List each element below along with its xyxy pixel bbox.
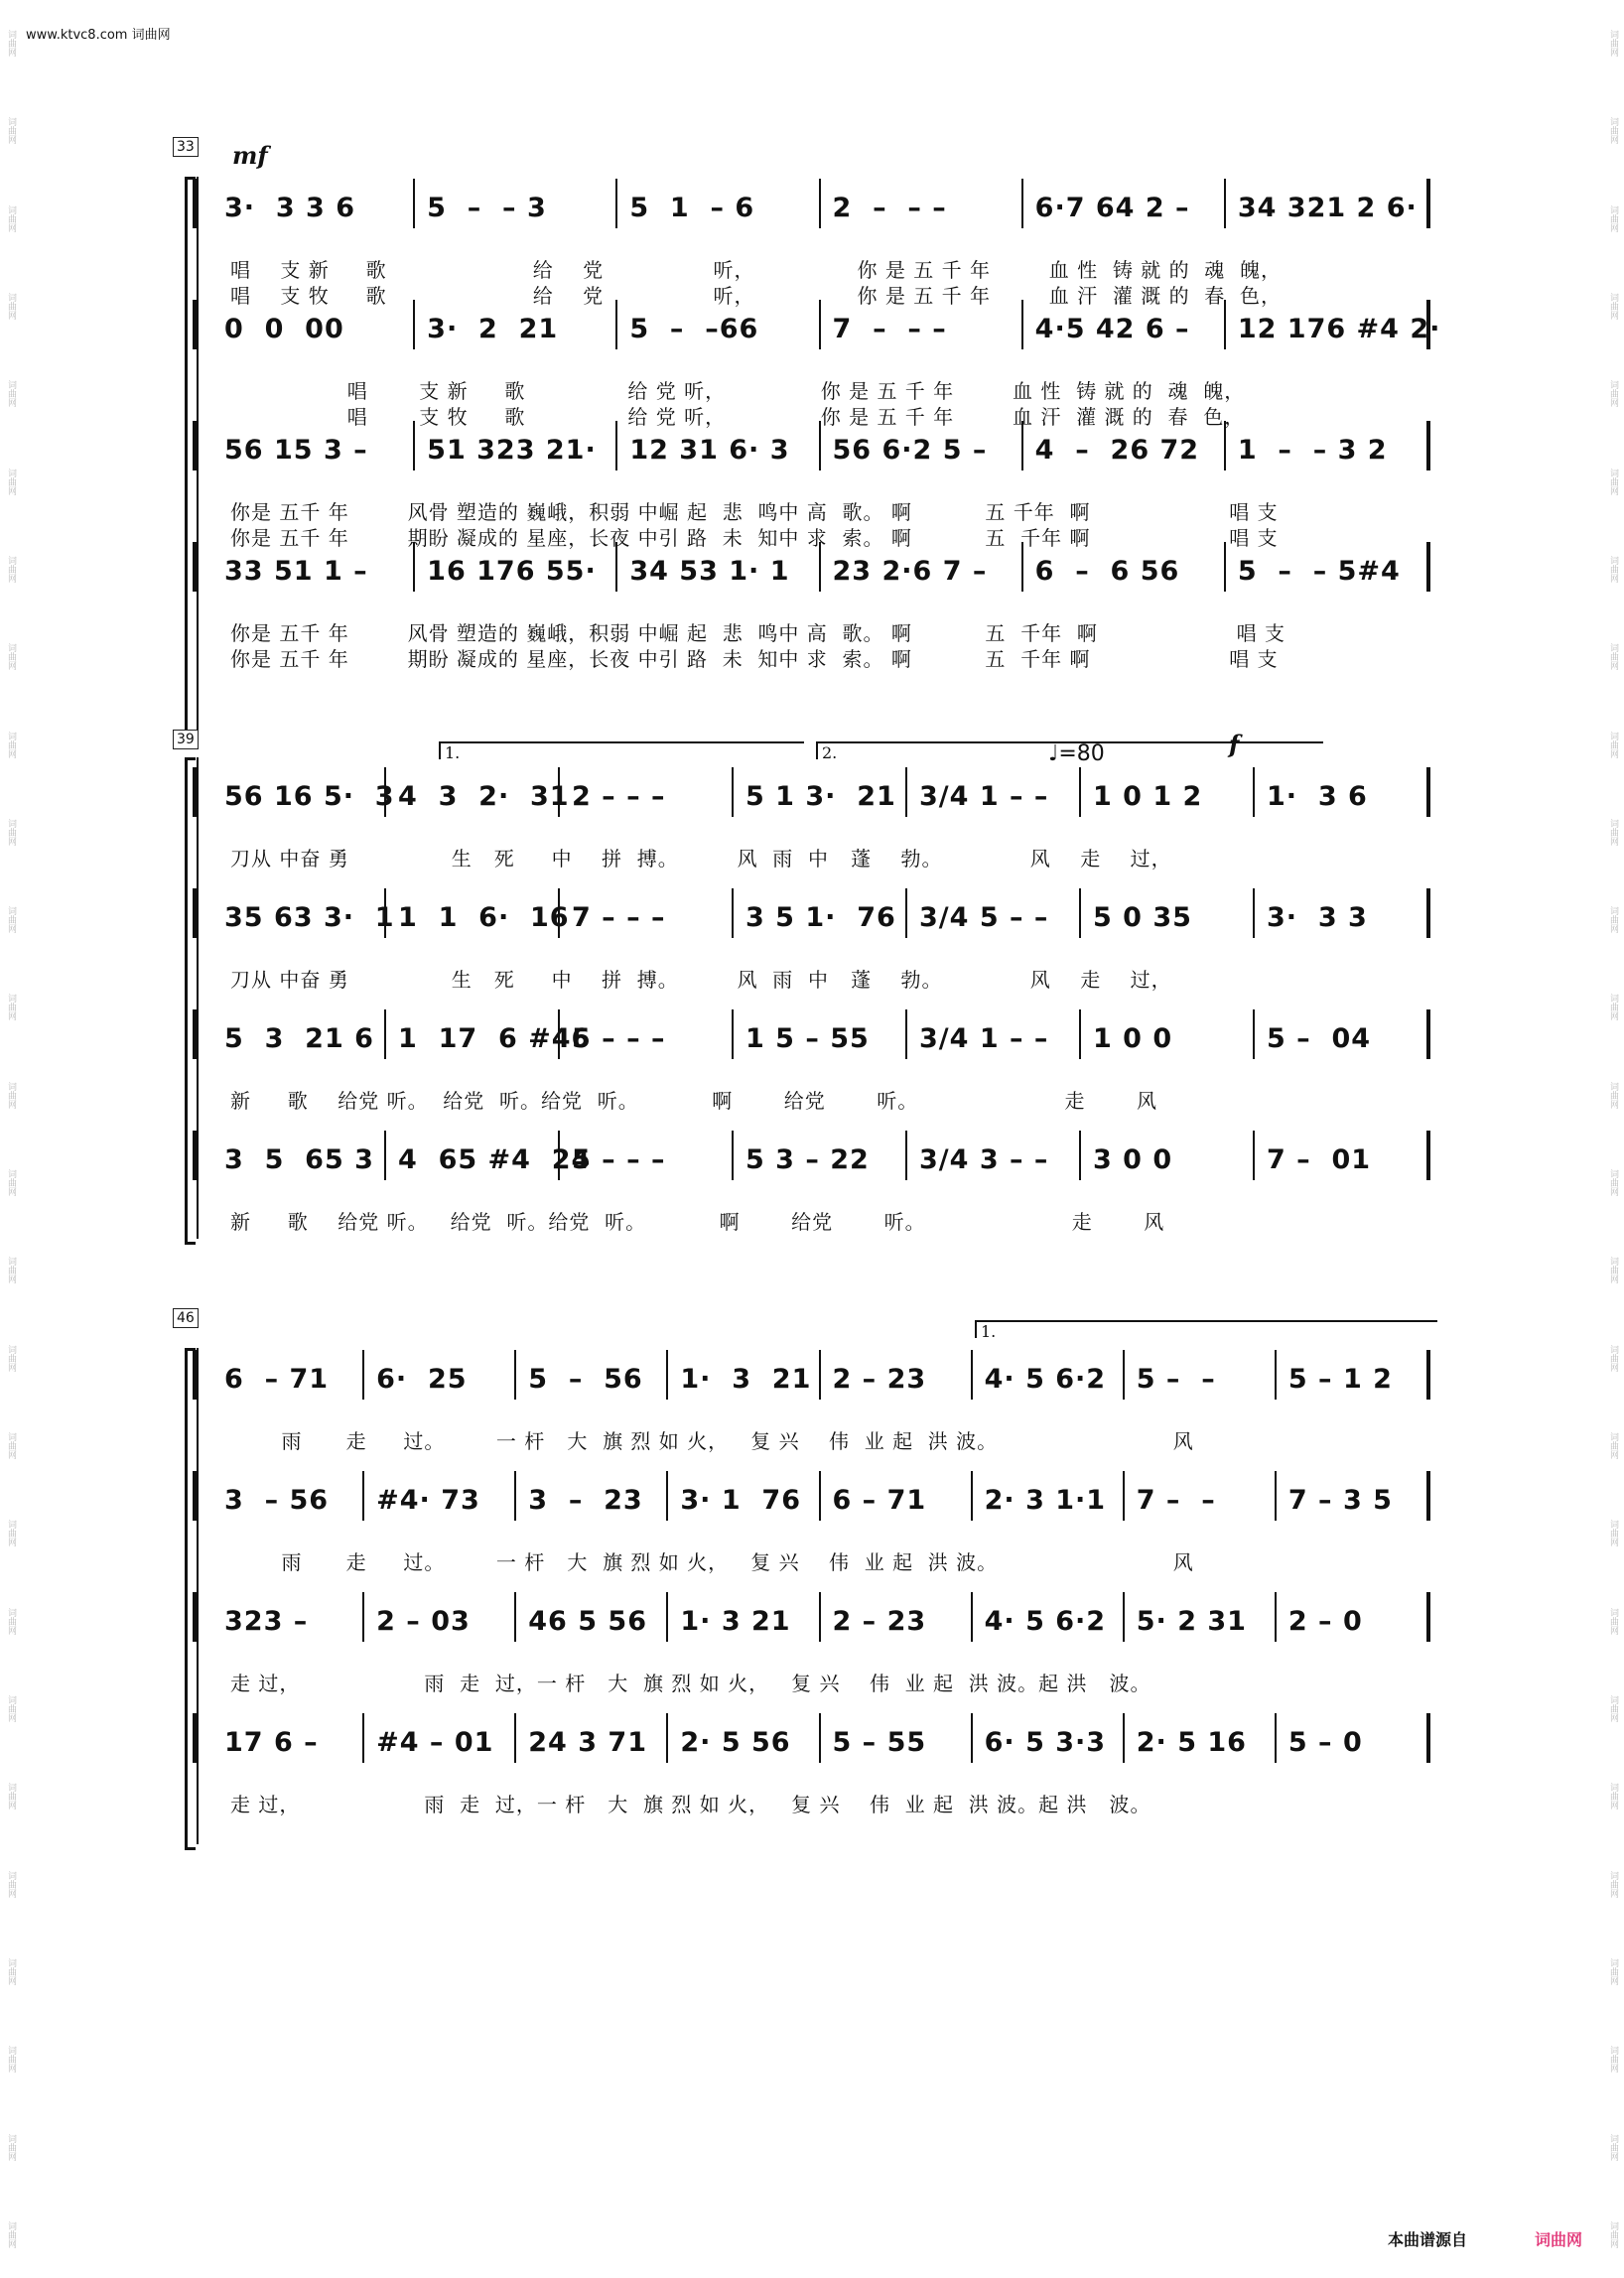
watermark-text: 词曲网: [1608, 1957, 1618, 1985]
barline: [819, 542, 821, 592]
watermark-text: 词曲网: [1608, 1081, 1618, 1109]
measure-notes: 4· 5 6·2: [984, 1364, 1107, 1395]
measure-notes: 1 5 – 55: [745, 1023, 870, 1054]
watermark-text: 词曲网: [1608, 1783, 1618, 1810]
barline-start: [193, 1350, 197, 1400]
measure-notes: 3· 1 76: [680, 1485, 801, 1516]
measure-notes: 5 – –: [1136, 1364, 1216, 1395]
barline: [1021, 421, 1023, 470]
watermark-text: 词曲网: [6, 994, 16, 1021]
staff-notes: [218, 1727, 1444, 1767]
barline: [732, 1009, 734, 1059]
lyric-line: 新 歌 给党 听。 给党 听。给党 听。 啊 给党 听。 走 风: [230, 1089, 1157, 1113]
barline: [666, 1471, 668, 1521]
barline: [558, 1131, 560, 1180]
measure-notes: 56 15 3 –: [224, 435, 368, 466]
barline: [1079, 767, 1081, 817]
measure-notes: 0 0 00: [224, 314, 344, 344]
watermark-left: [4, 30, 18, 2248]
barline: [1426, 888, 1430, 938]
barline: [1079, 1009, 1081, 1059]
watermark-text: 词曲网: [1608, 906, 1618, 934]
watermark-text: 词曲网: [6, 1081, 16, 1109]
lyric-line: 唱 支 牧 歌 给 党 听， 你 是 五 千 年 血 汗 灌 溉 的 春 色，: [230, 284, 1283, 308]
barline: [384, 888, 386, 938]
volta-first: 1.: [439, 741, 804, 759]
measure-notes: 5 0 35: [1093, 902, 1192, 933]
measure-notes: 5 – – –: [572, 1144, 666, 1175]
lyric-line: 唱 支 新 歌 给 党 听， 你 是 五 千 年 血 性 铸 就 的 魂 魄，: [230, 258, 1283, 282]
lyric-line: 刀从 中奋 勇 生 死 中 拼 搏。 风 雨 中 蓬 勃。 风 走 过，: [230, 847, 1172, 871]
watermark-text: 词曲网: [6, 1432, 16, 1459]
measure-notes: 35 63 3· 1: [224, 902, 395, 933]
measure-notes: 7 – 3 5: [1287, 1485, 1393, 1516]
measure-notes: 3· 2 21: [427, 314, 559, 344]
measure-notes: 23 2·6 7 –: [832, 556, 988, 587]
barline: [1224, 300, 1226, 349]
watermark-right: [1606, 30, 1620, 2248]
barline: [1123, 1471, 1125, 1521]
barline: [1426, 1009, 1430, 1059]
barline: [1253, 1009, 1255, 1059]
measure-notes: 1 17 6 #46: [398, 1023, 592, 1054]
watermark-text: 词曲网: [1608, 1520, 1618, 1547]
watermark-text: 词曲网: [6, 117, 16, 145]
watermark-text: 词曲网: [6, 1257, 16, 1284]
lyric-line: 雨 走 过。 一 杆 大 旗 烈 如 火， 复 兴 伟 业 起 洪 波。 风: [230, 1550, 1194, 1574]
barline-start: [193, 767, 197, 817]
system-line: [197, 177, 199, 739]
lyric-line: 你是 五千 年 风骨 塑造的 巍峨，积弱 中崛 起 悲 鸣中 高 歌。 啊 五 千年 啊 唱 支: [230, 500, 1279, 524]
lyric-line: 走 过， 雨 走 过，一 杆 大 旗 烈 如 火， 复 兴 伟 业 起 洪 波。起 洪 波。: [230, 1672, 1151, 1695]
measure-notes: #4 – 01: [376, 1727, 494, 1758]
barline: [514, 1350, 516, 1400]
watermark-text: 词曲网: [1608, 818, 1618, 846]
tempo-mark: ♩=80: [1048, 741, 1105, 766]
barline: [819, 1592, 821, 1642]
watermark-text: 词曲网: [1608, 1432, 1618, 1459]
watermark-text: 词曲网: [6, 555, 16, 583]
barline: [362, 1592, 364, 1642]
staff-notes: [218, 1606, 1444, 1646]
watermark-text: 词曲网: [6, 30, 16, 57]
measure-notes: 7 – –: [1136, 1485, 1216, 1516]
watermark-text: 词曲网: [1608, 117, 1618, 145]
measure-notes: 56 16 5· 3: [224, 781, 395, 812]
barline: [1123, 1350, 1125, 1400]
measure-notes: 3/4 1 – –: [919, 781, 1049, 812]
dynamic-mark: f: [1229, 730, 1240, 758]
measure-number: 46: [173, 1308, 199, 1328]
lyric-line: 你是 五千 年 期盼 凝成的 星座，长夜 中引 路 未 知中 求 索。 啊 五 千年 啊 唱 支: [230, 647, 1279, 671]
barline: [1253, 888, 1255, 938]
barline: [1275, 1471, 1277, 1521]
barline: [819, 179, 821, 228]
barline: [1426, 421, 1430, 470]
barline: [1426, 1131, 1430, 1180]
barline: [362, 1713, 364, 1763]
staff-notes: [218, 1023, 1444, 1063]
measure-notes: 33 51 1 –: [224, 556, 368, 587]
barline: [615, 421, 617, 470]
measure-notes: 5 – 56: [528, 1364, 643, 1395]
measure-notes: 1 – – 3 2: [1237, 435, 1388, 466]
measure-notes: 5 1 – 6: [629, 193, 755, 223]
measure-notes: 3 5 65 3: [224, 1144, 374, 1175]
barline: [905, 1009, 907, 1059]
measure-notes: 6 – 6 56: [1034, 556, 1180, 587]
watermark-text: 词曲网: [6, 204, 16, 232]
measure-notes: 2· 5 56: [680, 1727, 791, 1758]
barline: [905, 1131, 907, 1180]
watermark-text: 词曲网: [6, 468, 16, 495]
barline: [971, 1592, 973, 1642]
barline: [384, 1131, 386, 1180]
measure-notes: 12 31 6· 3: [629, 435, 790, 466]
lyric-line: 新 歌 给党 听。 给党 听。给党 听。 啊 给党 听。 走 风: [230, 1210, 1165, 1234]
footer-logo[interactable]: 词曲网: [1535, 2230, 1583, 2249]
staff-notes: [218, 781, 1444, 821]
barline: [819, 421, 821, 470]
measure-notes: #4· 73: [376, 1485, 480, 1516]
watermark-text: 词曲网: [1608, 2220, 1618, 2248]
barline: [1253, 767, 1255, 817]
barline: [558, 888, 560, 938]
barline: [1224, 542, 1226, 592]
barline: [1426, 300, 1430, 349]
barline: [732, 888, 734, 938]
barline: [971, 1350, 973, 1400]
measure-notes: 323 –: [224, 1606, 309, 1637]
measure-notes: 5 – – 3: [427, 193, 547, 223]
measure-notes: 3 5 1· 76: [745, 902, 896, 933]
barline: [819, 1713, 821, 1763]
barline: [362, 1350, 364, 1400]
barline: [514, 1471, 516, 1521]
barline: [558, 767, 560, 817]
watermark-text: 词曲网: [1608, 1257, 1618, 1284]
site-header[interactable]: www.ktvc8.com 词曲网: [26, 28, 171, 43]
staff-notes: [218, 1144, 1444, 1184]
barline-start: [193, 300, 197, 349]
measure-notes: 3 – 56: [224, 1485, 330, 1516]
barline: [971, 1471, 973, 1521]
measure-notes: 5 – 55: [832, 1727, 927, 1758]
watermark-text: 词曲网: [6, 1169, 16, 1197]
measure-notes: 2 – – –: [572, 781, 666, 812]
measure-notes: 6·7 64 2 –: [1034, 193, 1190, 223]
measure-notes: 2 – 03: [376, 1606, 471, 1637]
watermark-text: 词曲网: [6, 1520, 16, 1547]
measure-notes: 3/4 5 – –: [919, 902, 1049, 933]
barline: [666, 1592, 668, 1642]
watermark-text: 词曲网: [1608, 204, 1618, 232]
measure-notes: 46 5 56: [528, 1606, 647, 1637]
barline: [514, 1713, 516, 1763]
barline: [666, 1713, 668, 1763]
lyric-line: 唱 支 牧 歌 给 党 听， 你 是 五 千 年 血 汗 灌 溉 的 春 色，: [230, 405, 1246, 429]
measure-notes: 6 – 71: [832, 1485, 927, 1516]
measure-notes: 51 323 21·: [427, 435, 597, 466]
watermark-text: 词曲网: [6, 643, 16, 671]
barline-start: [193, 1131, 197, 1180]
measure-notes: 4·5 42 6 –: [1034, 314, 1190, 344]
staff-notes: [218, 435, 1444, 474]
barline: [1021, 300, 1023, 349]
measure-notes: 1· 3 21: [680, 1364, 812, 1395]
measure-notes: 17 6 –: [224, 1727, 319, 1758]
measure-notes: 2 – – –: [832, 193, 947, 223]
barline: [615, 179, 617, 228]
barline: [1275, 1350, 1277, 1400]
watermark-text: 词曲网: [1608, 468, 1618, 495]
barline: [362, 1471, 364, 1521]
barline-start: [193, 421, 197, 470]
measure-notes: 2· 3 1·1: [984, 1485, 1107, 1516]
barline: [1426, 542, 1430, 592]
barline: [384, 767, 386, 817]
barline: [413, 179, 415, 228]
barline: [615, 542, 617, 592]
barline: [971, 1713, 973, 1763]
measure-notes: 1 1 6· 16: [398, 902, 570, 933]
measure-notes: 3/4 1 – –: [919, 1023, 1049, 1054]
dynamic-mark: mf: [232, 141, 268, 170]
barline: [732, 1131, 734, 1180]
barline: [1426, 1471, 1430, 1521]
barline: [1224, 179, 1226, 228]
barline: [413, 300, 415, 349]
measure-notes: 16 176 55·: [427, 556, 597, 587]
measure-notes: 34 321 2 6·: [1237, 193, 1418, 223]
measure-notes: 4 3 2· 31: [398, 781, 570, 812]
watermark-text: 词曲网: [1608, 643, 1618, 671]
barline: [1079, 1131, 1081, 1180]
barline: [819, 1471, 821, 1521]
measure-notes: 5 – 0: [1287, 1727, 1363, 1758]
barline: [1426, 1592, 1430, 1642]
lyric-line: 雨 走 过。 一 杆 大 旗 烈 如 火， 复 兴 伟 业 起 洪 波。 风: [230, 1429, 1194, 1453]
watermark-text: 词曲网: [6, 2046, 16, 2074]
barline: [905, 888, 907, 938]
measure-notes: 1 0 0: [1093, 1023, 1173, 1054]
lyric-line: 你是 五千 年 期盼 凝成的 星座，长夜 中引 路 未 知中 求 索。 啊 五 千年 啊 唱 支: [230, 526, 1279, 550]
barline: [1275, 1592, 1277, 1642]
barline: [905, 767, 907, 817]
barline-start: [193, 542, 197, 592]
barline-start: [193, 179, 197, 228]
measure-notes: 34 53 1· 1: [629, 556, 790, 587]
watermark-text: 词曲网: [6, 1957, 16, 1985]
measure-number: 39: [173, 730, 199, 749]
watermark-text: 词曲网: [1608, 1169, 1618, 1197]
barline: [732, 767, 734, 817]
barline: [1079, 888, 1081, 938]
volta-first: 1.: [975, 1320, 1437, 1338]
volta-second: 2.: [816, 741, 1323, 759]
watermark-text: 词曲网: [1608, 731, 1618, 758]
barline: [1224, 421, 1226, 470]
measure-notes: 2 – 23: [832, 1364, 927, 1395]
watermark-text: 词曲网: [1608, 2046, 1618, 2074]
staff-notes: [218, 1485, 1444, 1525]
measure-notes: 6 – 71: [224, 1364, 330, 1395]
measure-notes: 6· 25: [376, 1364, 468, 1395]
watermark-text: 词曲网: [6, 1783, 16, 1810]
barline-start: [193, 1009, 197, 1059]
lyric-line: 你是 五千 年 风骨 塑造的 巍峨，积弱 中崛 起 悲 鸣中 高 歌。 啊 五 千年 啊 唱 支: [230, 621, 1286, 645]
measure-notes: 4· 5 6·2: [984, 1606, 1107, 1637]
barline-start: [193, 1713, 197, 1763]
watermark-text: 词曲网: [6, 1607, 16, 1635]
watermark-text: 词曲网: [1608, 1607, 1618, 1635]
barline: [1426, 1713, 1430, 1763]
measure-notes: 4 65 #4 24: [398, 1144, 592, 1175]
measure-notes: 3· 3 3: [1267, 902, 1368, 933]
barline: [514, 1592, 516, 1642]
footer-source: 本曲谱源自: [1388, 2230, 1468, 2249]
lyric-line: 唱 支 新 歌 给 党 听， 你 是 五 千 年 血 性 铸 就 的 魂 魄，: [230, 379, 1246, 403]
barline: [1021, 179, 1023, 228]
measure-notes: 7 – – –: [572, 902, 666, 933]
staff-notes: [218, 314, 1444, 353]
measure-notes: 3 0 0: [1093, 1144, 1173, 1175]
watermark-text: 词曲网: [1608, 2133, 1618, 2161]
system-line: [197, 757, 199, 1239]
measure-notes: 12 176 #4 2·: [1237, 314, 1441, 344]
barline: [1253, 1131, 1255, 1180]
barline: [1275, 1713, 1277, 1763]
watermark-text: 词曲网: [6, 906, 16, 934]
staff-notes: [218, 1364, 1444, 1404]
watermark-text: 词曲网: [1608, 555, 1618, 583]
barline: [666, 1350, 668, 1400]
lyric-line: 走 过， 雨 走 过，一 杆 大 旗 烈 如 火， 复 兴 伟 业 起 洪 波。起 洪 波。: [230, 1793, 1151, 1816]
barline: [1021, 542, 1023, 592]
barline: [558, 1009, 560, 1059]
measure-notes: 7 – – –: [832, 314, 947, 344]
measure-notes: 1 0 1 2: [1093, 781, 1203, 812]
barline-start: [193, 1592, 197, 1642]
measure-notes: 2 – 23: [832, 1606, 927, 1637]
barline: [1426, 767, 1430, 817]
measure-number: 33: [173, 137, 199, 157]
measure-notes: 1· 3 21: [680, 1606, 791, 1637]
measure-notes: 3 – 23: [528, 1485, 643, 1516]
barline: [1123, 1592, 1125, 1642]
barline: [1123, 1713, 1125, 1763]
watermark-text: 词曲网: [1608, 292, 1618, 320]
measure-notes: 7 – 01: [1267, 1144, 1372, 1175]
measure-notes: 3/4 3 – –: [919, 1144, 1049, 1175]
watermark-text: 词曲网: [6, 380, 16, 408]
measure-notes: 5· 2 31: [1136, 1606, 1247, 1637]
measure-notes: 5 – 1 2: [1287, 1364, 1393, 1395]
barline: [413, 421, 415, 470]
barline: [819, 300, 821, 349]
measure-notes: 4 – 26 72: [1034, 435, 1200, 466]
watermark-text: 词曲网: [1608, 1344, 1618, 1372]
barline-start: [193, 888, 197, 938]
watermark-text: 词曲网: [6, 292, 16, 320]
watermark-text: 词曲网: [1608, 994, 1618, 1021]
lyric-line: 刀从 中奋 勇 生 死 中 拼 搏。 风 雨 中 蓬 勃。 风 走 过，: [230, 968, 1172, 992]
measure-notes: 2 – 0: [1287, 1606, 1363, 1637]
watermark-text: 词曲网: [6, 2220, 16, 2248]
staff-notes: [218, 902, 1444, 942]
barline: [615, 300, 617, 349]
measure-notes: 56 6·2 5 –: [832, 435, 988, 466]
measure-notes: 1· 3 6: [1267, 781, 1368, 812]
staff-notes: [218, 193, 1444, 232]
system-line: [197, 1348, 199, 1844]
measure-notes: 3· 3 3 6: [224, 193, 356, 223]
barline: [819, 1350, 821, 1400]
watermark-text: 词曲网: [1608, 30, 1618, 57]
staff-notes: [218, 556, 1444, 596]
watermark-text: 词曲网: [6, 1870, 16, 1898]
measure-notes: 5 – 04: [1267, 1023, 1372, 1054]
watermark-text: 词曲网: [6, 2133, 16, 2161]
barline-start: [193, 1471, 197, 1521]
barline: [413, 542, 415, 592]
barline: [384, 1009, 386, 1059]
barline: [1426, 1350, 1430, 1400]
measure-notes: 6· 5 3·3: [984, 1727, 1107, 1758]
watermark-text: 词曲网: [6, 1694, 16, 1722]
watermark-text: 词曲网: [6, 818, 16, 846]
watermark-text: 词曲网: [6, 1344, 16, 1372]
measure-notes: 5 3 – 22: [745, 1144, 870, 1175]
measure-notes: 5 – – 5#4: [1237, 556, 1401, 587]
measure-notes: 5 1 3· 21: [745, 781, 896, 812]
watermark-text: 词曲网: [6, 731, 16, 758]
measure-notes: 5 – –66: [629, 314, 759, 344]
measure-notes: 5 3 21 6: [224, 1023, 374, 1054]
watermark-text: 词曲网: [1608, 380, 1618, 408]
watermark-text: 词曲网: [1608, 1694, 1618, 1722]
barline: [1426, 179, 1430, 228]
measure-notes: 24 3 71: [528, 1727, 647, 1758]
measure-notes: 2· 5 16: [1136, 1727, 1247, 1758]
measure-notes: 5 – – –: [572, 1023, 666, 1054]
watermark-text: 词曲网: [1608, 1870, 1618, 1898]
